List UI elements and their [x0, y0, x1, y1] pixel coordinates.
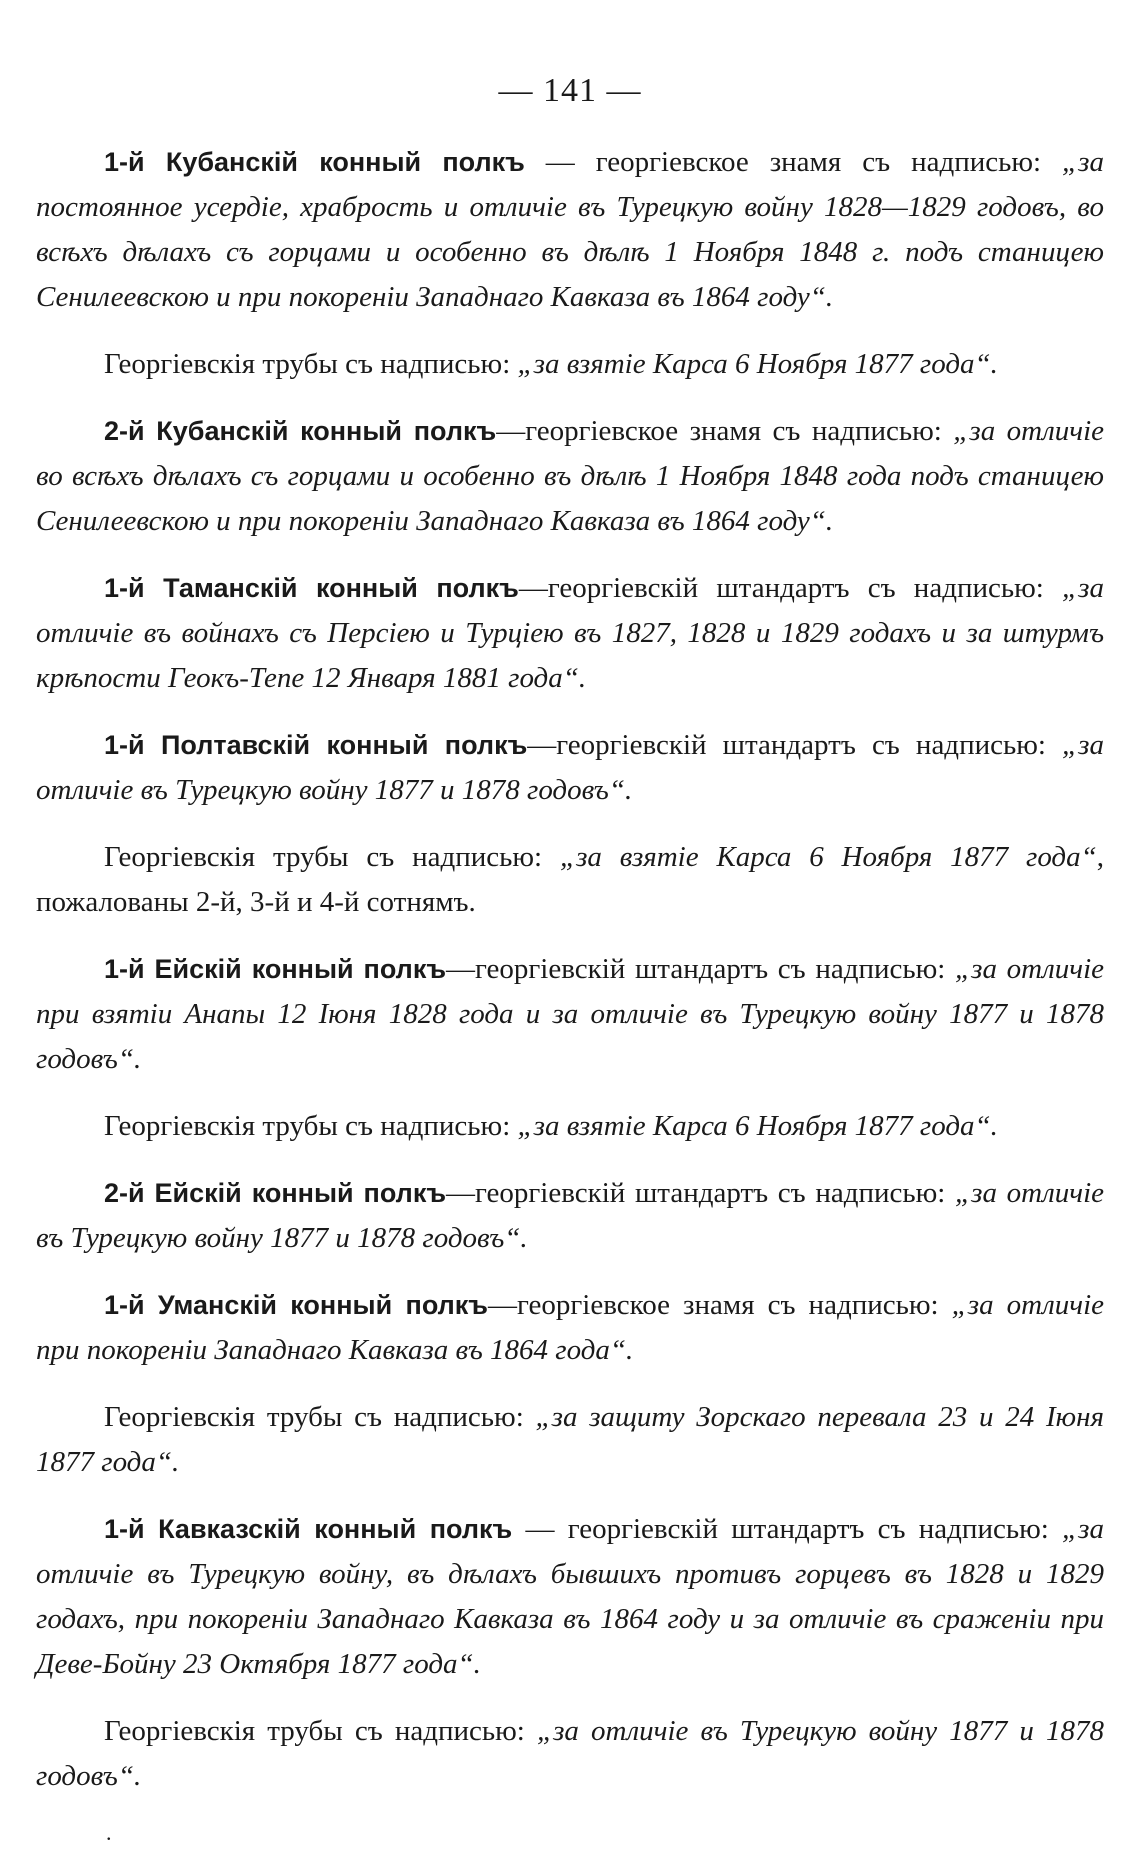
- regiment-name: 1-й Уманскій конный полкъ: [104, 1290, 488, 1320]
- award-description: — георгіевскій штандартъ съ надписью:: [512, 1513, 1063, 1545]
- entry-eisk-2: [36, 1171, 1104, 1261]
- entry-eisk-1-trumpets: [36, 1104, 1104, 1149]
- award-description: Георгіевскія трубы съ надписью:: [104, 348, 518, 380]
- entry-caucasus-1-trumpets: [36, 1709, 1104, 1799]
- stray-mark: .: [106, 1820, 112, 1845]
- award-description: —георгіевскій штандартъ съ надписью:: [446, 953, 956, 985]
- inscription: „за взятіе Карса 6 Ноября 1877 года“: [559, 841, 1097, 873]
- body-text: [36, 140, 1104, 1799]
- award-description: —георгіевское знамя съ надписью:: [488, 1289, 952, 1321]
- award-description: Георгіевскія трубы съ надписью:: [104, 841, 560, 873]
- entry-uman-1-trumpets: [36, 1395, 1104, 1485]
- regiment-name: 1-й Кубанскій конный полкъ: [104, 147, 525, 177]
- inscription: „за отличіе при взятіи Анапы 12 Іюня 1828 года и за отличіе въ Турецкую войну 1877 и 1878 годовъ“.: [36, 953, 1104, 1075]
- award-description: —георгіевскій штандартъ съ надписью:: [518, 572, 1063, 604]
- award-description: —георгіевскій штандартъ съ надписью:: [527, 729, 1063, 761]
- inscription: „за отличіе въ Турецкую войну 1877 и 1878 годовъ“.: [36, 729, 1104, 806]
- regiment-name: 1-й Кавказскій конный полкъ: [104, 1514, 513, 1544]
- regiment-name: 1-й Таманскій конный полкъ: [104, 573, 519, 603]
- inscription: „за постоянное усердіе, храбрость и отличіе въ Турецкую войну 1828—1829 годовъ, во всѣхъ дѣлахъ съ горцами и особенно въ дѣлѣ 1 Ноября 1848 г. подъ станицею Сенилеевскою и при покореніи Западнаго Кавказа въ 1864 году“.: [36, 146, 1104, 313]
- award-note: , пожалованы 2-й, 3-й и 4-й сотнямъ.: [36, 841, 1104, 918]
- award-description: —георгіевскій штандартъ съ надписью:: [446, 1177, 956, 1209]
- inscription: „за отличіе въ Турецкую войну 1877 и 1878 годовъ“.: [36, 1177, 1104, 1254]
- regiment-name: 1-й Ейскій конный полкъ: [104, 954, 447, 984]
- award-description: Георгіевскія трубы съ надписью:: [104, 1110, 518, 1142]
- inscription: „за отличіе во всѣхъ дѣлахъ съ горцами и особенно въ дѣлѣ 1 Ноября 1848 года подъ станицею Сенилеевскою и при покореніи Западнаго Кавказа въ 1864 году“.: [36, 415, 1105, 537]
- award-description: Георгіевскія трубы съ надписью:: [104, 1715, 537, 1747]
- document-page: [36, 0, 1104, 1867]
- regiment-name: 2-й Ейскій конный полкъ: [104, 1178, 447, 1208]
- entry-taman-1: [36, 566, 1104, 701]
- regiment-name: 1-й Полтавскій конный полкъ: [104, 730, 528, 760]
- inscription: „за отличіе въ войнахъ съ Персіею и Турціею въ 1827, 1828 и 1829 годахъ и за штурмъ крѣпости Геокъ-Тепе 12 Января 1881 года“.: [36, 572, 1104, 694]
- regiment-name: 2-й Кубанскій конный полкъ: [104, 416, 497, 446]
- page-number: — 141 —: [498, 72, 642, 109]
- inscription: „за отличіе въ Турецкую войну 1877 и 1878 годовъ“.: [36, 1715, 1104, 1792]
- inscription: „за отличіе въ Турецкую войну, въ дѣлахъ бывшихъ противъ горцевъ въ 1828 и 1829 годахъ, при покореніи Западнаго Кавказа въ 1864 году и за отличіе въ сраженіи при Деве-Бойну 23 Октября 1877 года“.: [36, 1513, 1104, 1680]
- entry-poltava-1: [36, 723, 1104, 813]
- entry-poltava-1-trumpets: [36, 835, 1104, 925]
- award-description: —георгіевское знамя съ надписью:: [496, 415, 954, 447]
- inscription: „за взятіе Карса 6 Ноября 1877 года“.: [517, 348, 998, 380]
- entry-eisk-1: [36, 947, 1104, 1082]
- entry-kuban-2: [36, 409, 1104, 544]
- award-description: — георгіевское знамя съ надписью:: [524, 146, 1063, 178]
- inscription: „за защиту Зорскаго перевала 23 и 24 Іюня 1877 года“.: [36, 1401, 1104, 1478]
- award-description: Георгіевскія трубы съ надписью:: [104, 1401, 536, 1433]
- inscription: „за взятіе Карса 6 Ноября 1877 года“.: [517, 1110, 998, 1142]
- inscription: „за отличіе при покореніи Западнаго Кавказа въ 1864 года“.: [36, 1289, 1105, 1366]
- entry-kuban-1-trumpets: [36, 342, 1104, 387]
- entry-caucasus-1: [36, 1507, 1104, 1687]
- entry-kuban-1: [36, 140, 1104, 320]
- entry-uman-1: [36, 1283, 1104, 1373]
